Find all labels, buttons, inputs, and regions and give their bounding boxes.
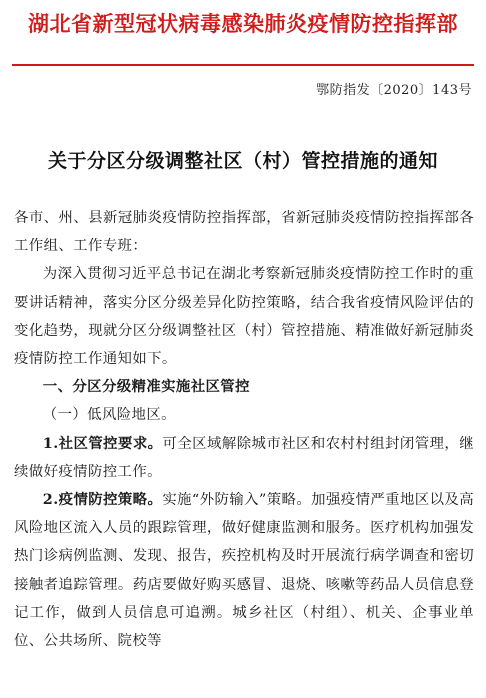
subsection-heading: （一）低风险地区。 xyxy=(42,407,176,424)
intro-paragraph: 为深入贯彻习近平总书记在湖北考察新冠肺炎疫情防控工作时的重要讲话精神，落实分区分级差异化防控策略，结合我省疫情风险评估的变化趋势，现就分区分级调整社区（村）管控措施、精准做好新冠肺炎疫情防控工作通知如下。 xyxy=(14,266,474,368)
item-2-text: 实施“外防输入”策略。加强疫情严重地区以及高风险地区流入人员的跟踪管理，做好健康监测和服务。医疗机构加强发热门诊病例监测、发现、报告，疾控机构及时开展流行病学调查和密切接触者追踪管理。药店要做好购买感冒、退烧、咳嗽等药品人员信息登记工作，做到人员信息可追溯。城乡社区（村组）、机关、企事业单位、公共场所、院校等 xyxy=(14,492,475,650)
notice-title: 关于分区分级调整社区（村）管控措施的通知 xyxy=(47,150,438,172)
addressee-paragraph: 各市、州、县新冠肺炎疫情防控指挥部，省新冠肺炎疫情防控指挥部各工作组、工作专班： xyxy=(14,210,474,255)
document-body xyxy=(14,204,474,655)
item-1-label: 1.社区管控要求。 xyxy=(42,434,163,452)
item-1-text: 可全区域解除城市社区和农村村组封闭管理，继续做好疫情防控工作。 xyxy=(14,435,475,480)
item-1-paragraph xyxy=(14,430,474,486)
section-heading-1: 一、分区分级精准实施社区管控 xyxy=(42,379,250,396)
document-number: 鄂防指发〔2020〕143号 xyxy=(316,83,472,98)
issuing-organization-title: 湖北省新型冠状病毒感染肺炎疫情防控指挥部 xyxy=(28,12,458,36)
item-2-label: 2.疫情防控策略。 xyxy=(42,491,163,509)
red-separator-line xyxy=(12,64,474,66)
item-2-paragraph xyxy=(14,486,474,655)
